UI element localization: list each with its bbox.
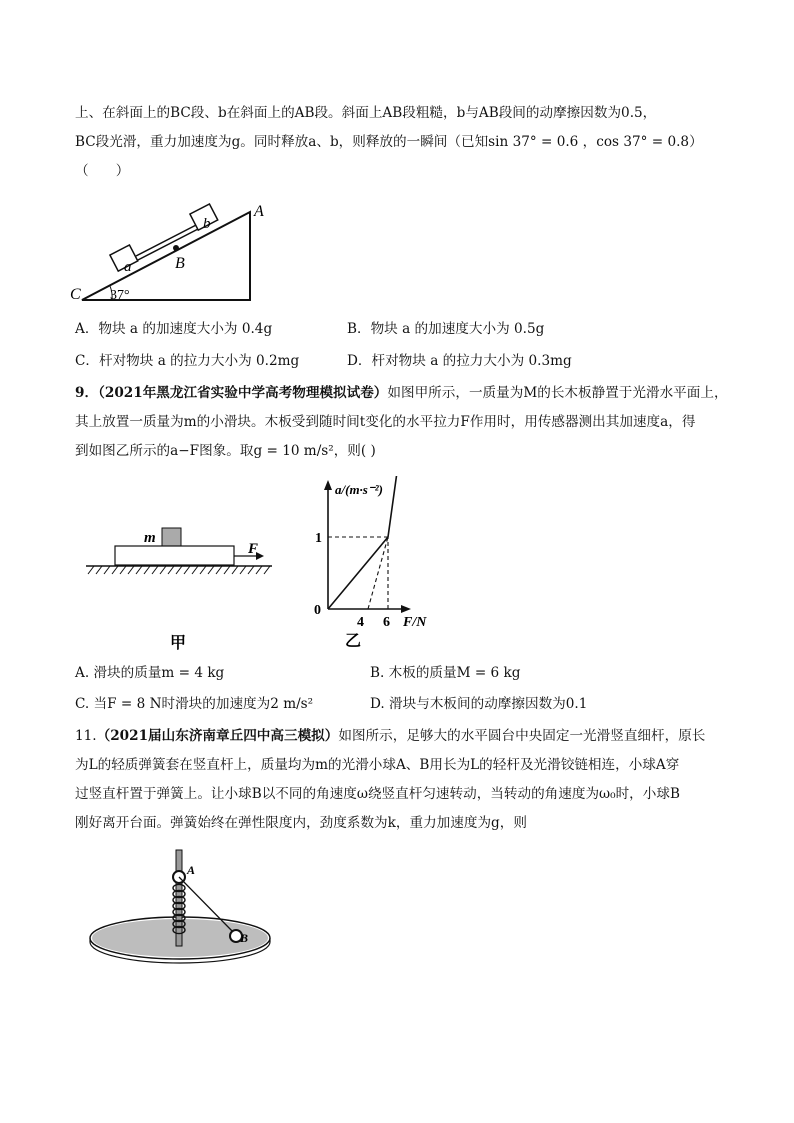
q11-number: 11. <box>75 728 97 744</box>
q8-option-b: B．物块 a 的加速度大小为 0.5g <box>347 321 545 337</box>
q8-label-B: B <box>175 255 185 272</box>
chart-xtick-6: 6 <box>383 615 390 630</box>
q11-text-line2: 为L的轻质弹簧套在竖直杆上，质量均为m的光滑小球A、B用长为L的轻杆及光滑铰链相连，小球A穿 <box>75 757 680 773</box>
q9-option-d: D. 滑块与木板间的动摩擦因数为0.1 <box>370 696 588 712</box>
q9-caption-jia: 甲 <box>170 635 187 652</box>
q11-text-line4: 刚好离开台面。弹簧始终在弹性限度内，劲度系数为k，重力加速度为g，则 <box>75 815 527 831</box>
q9-label-F: F <box>248 541 259 557</box>
q9-number: 9． <box>75 385 99 401</box>
chart-ytick-1: 1 <box>315 531 322 546</box>
q11-figure <box>88 848 278 970</box>
chart-y-axis-arrow <box>324 480 332 490</box>
q11-label-A: A <box>187 863 196 877</box>
q11-text-line1 <box>75 727 705 745</box>
q8-label-C: C <box>70 286 81 303</box>
q8-angle-label: 37° <box>110 288 130 303</box>
q9-option-b: B. 木板的质量M = 6 kg <box>370 665 521 681</box>
q9-text-line3: 到如图乙所示的a−F图象。取g = 10 m/s²，则( ) <box>75 443 376 459</box>
q11-label-B: B <box>240 931 249 945</box>
chart-origin-label: 0 <box>314 603 321 618</box>
q9-label-m: m <box>144 530 156 546</box>
q9-figure-jia <box>84 520 274 660</box>
q9-option-a: A. 滑块的质量m = 4 kg <box>75 665 225 681</box>
q8-option-a: A．物块 a 的加速度大小为 0.4g <box>75 321 273 337</box>
chart-xtick-4: 4 <box>357 615 364 630</box>
q8-label-A: A <box>254 203 264 220</box>
q8-label-a: a <box>124 259 132 275</box>
q8-label-b: b <box>203 216 211 232</box>
q9-source: （2021年黑龙江省实验中学高考物理模拟试卷） <box>98 385 388 401</box>
q8-incline-figure <box>68 198 278 308</box>
q8-text-line1: 上、在斜面上的BC段、b在斜面上的AB段。斜面上AB段粗糙，b与AB段间的动摩擦因数为0.5， <box>75 105 657 121</box>
q9-af-chart <box>305 476 455 656</box>
q9-caption-yi: 乙 <box>345 633 362 650</box>
q8-option-d: D．杆对物块 a 的拉力大小为 0.3mg <box>347 353 572 369</box>
q8-option-c: C．杆对物块 a 的拉力大小为 0.2mg <box>75 353 300 369</box>
chart-x-axis-label: F/N <box>403 615 427 630</box>
q9-option-c: C. 当F = 8 N时滑块的加速度为2 m/s² <box>75 696 314 712</box>
q9-text-line1-rest: 如图甲所示，一质量为M的长木板静置于光滑水平面上， <box>387 385 728 401</box>
q9-text-line1 <box>75 384 728 402</box>
q11-text-line1-rest: 如图所示，足够大的水平圆台中央固定一光滑竖直细杆，原长 <box>338 728 706 744</box>
q8-answer-blank: （ ） <box>75 163 130 179</box>
chart-x-axis-arrow <box>401 605 411 613</box>
q11-source: （2021届山东济南章丘四中高三模拟） <box>96 728 339 744</box>
chart-y-axis-label: a/(m·s⁻²) <box>335 482 383 497</box>
q9-text-line2: 其上放置一质量为m的小滑块。木板受到随时间t变化的水平拉力F作用时，用传感器测出其加速度a，得 <box>75 414 696 430</box>
q11-text-line3: 过竖直杆置于弹簧上。让小球B以不同的角速度ω绕竖直杆匀速转动，当转动的角速度为ω₀时，小球B <box>75 786 680 802</box>
q8-text-line2: BC段光滑，重力加速度为g。同时释放a、b，则释放的一瞬间（已知sin 37° = 0.6 ，cos 37° = 0.8） <box>75 134 703 150</box>
